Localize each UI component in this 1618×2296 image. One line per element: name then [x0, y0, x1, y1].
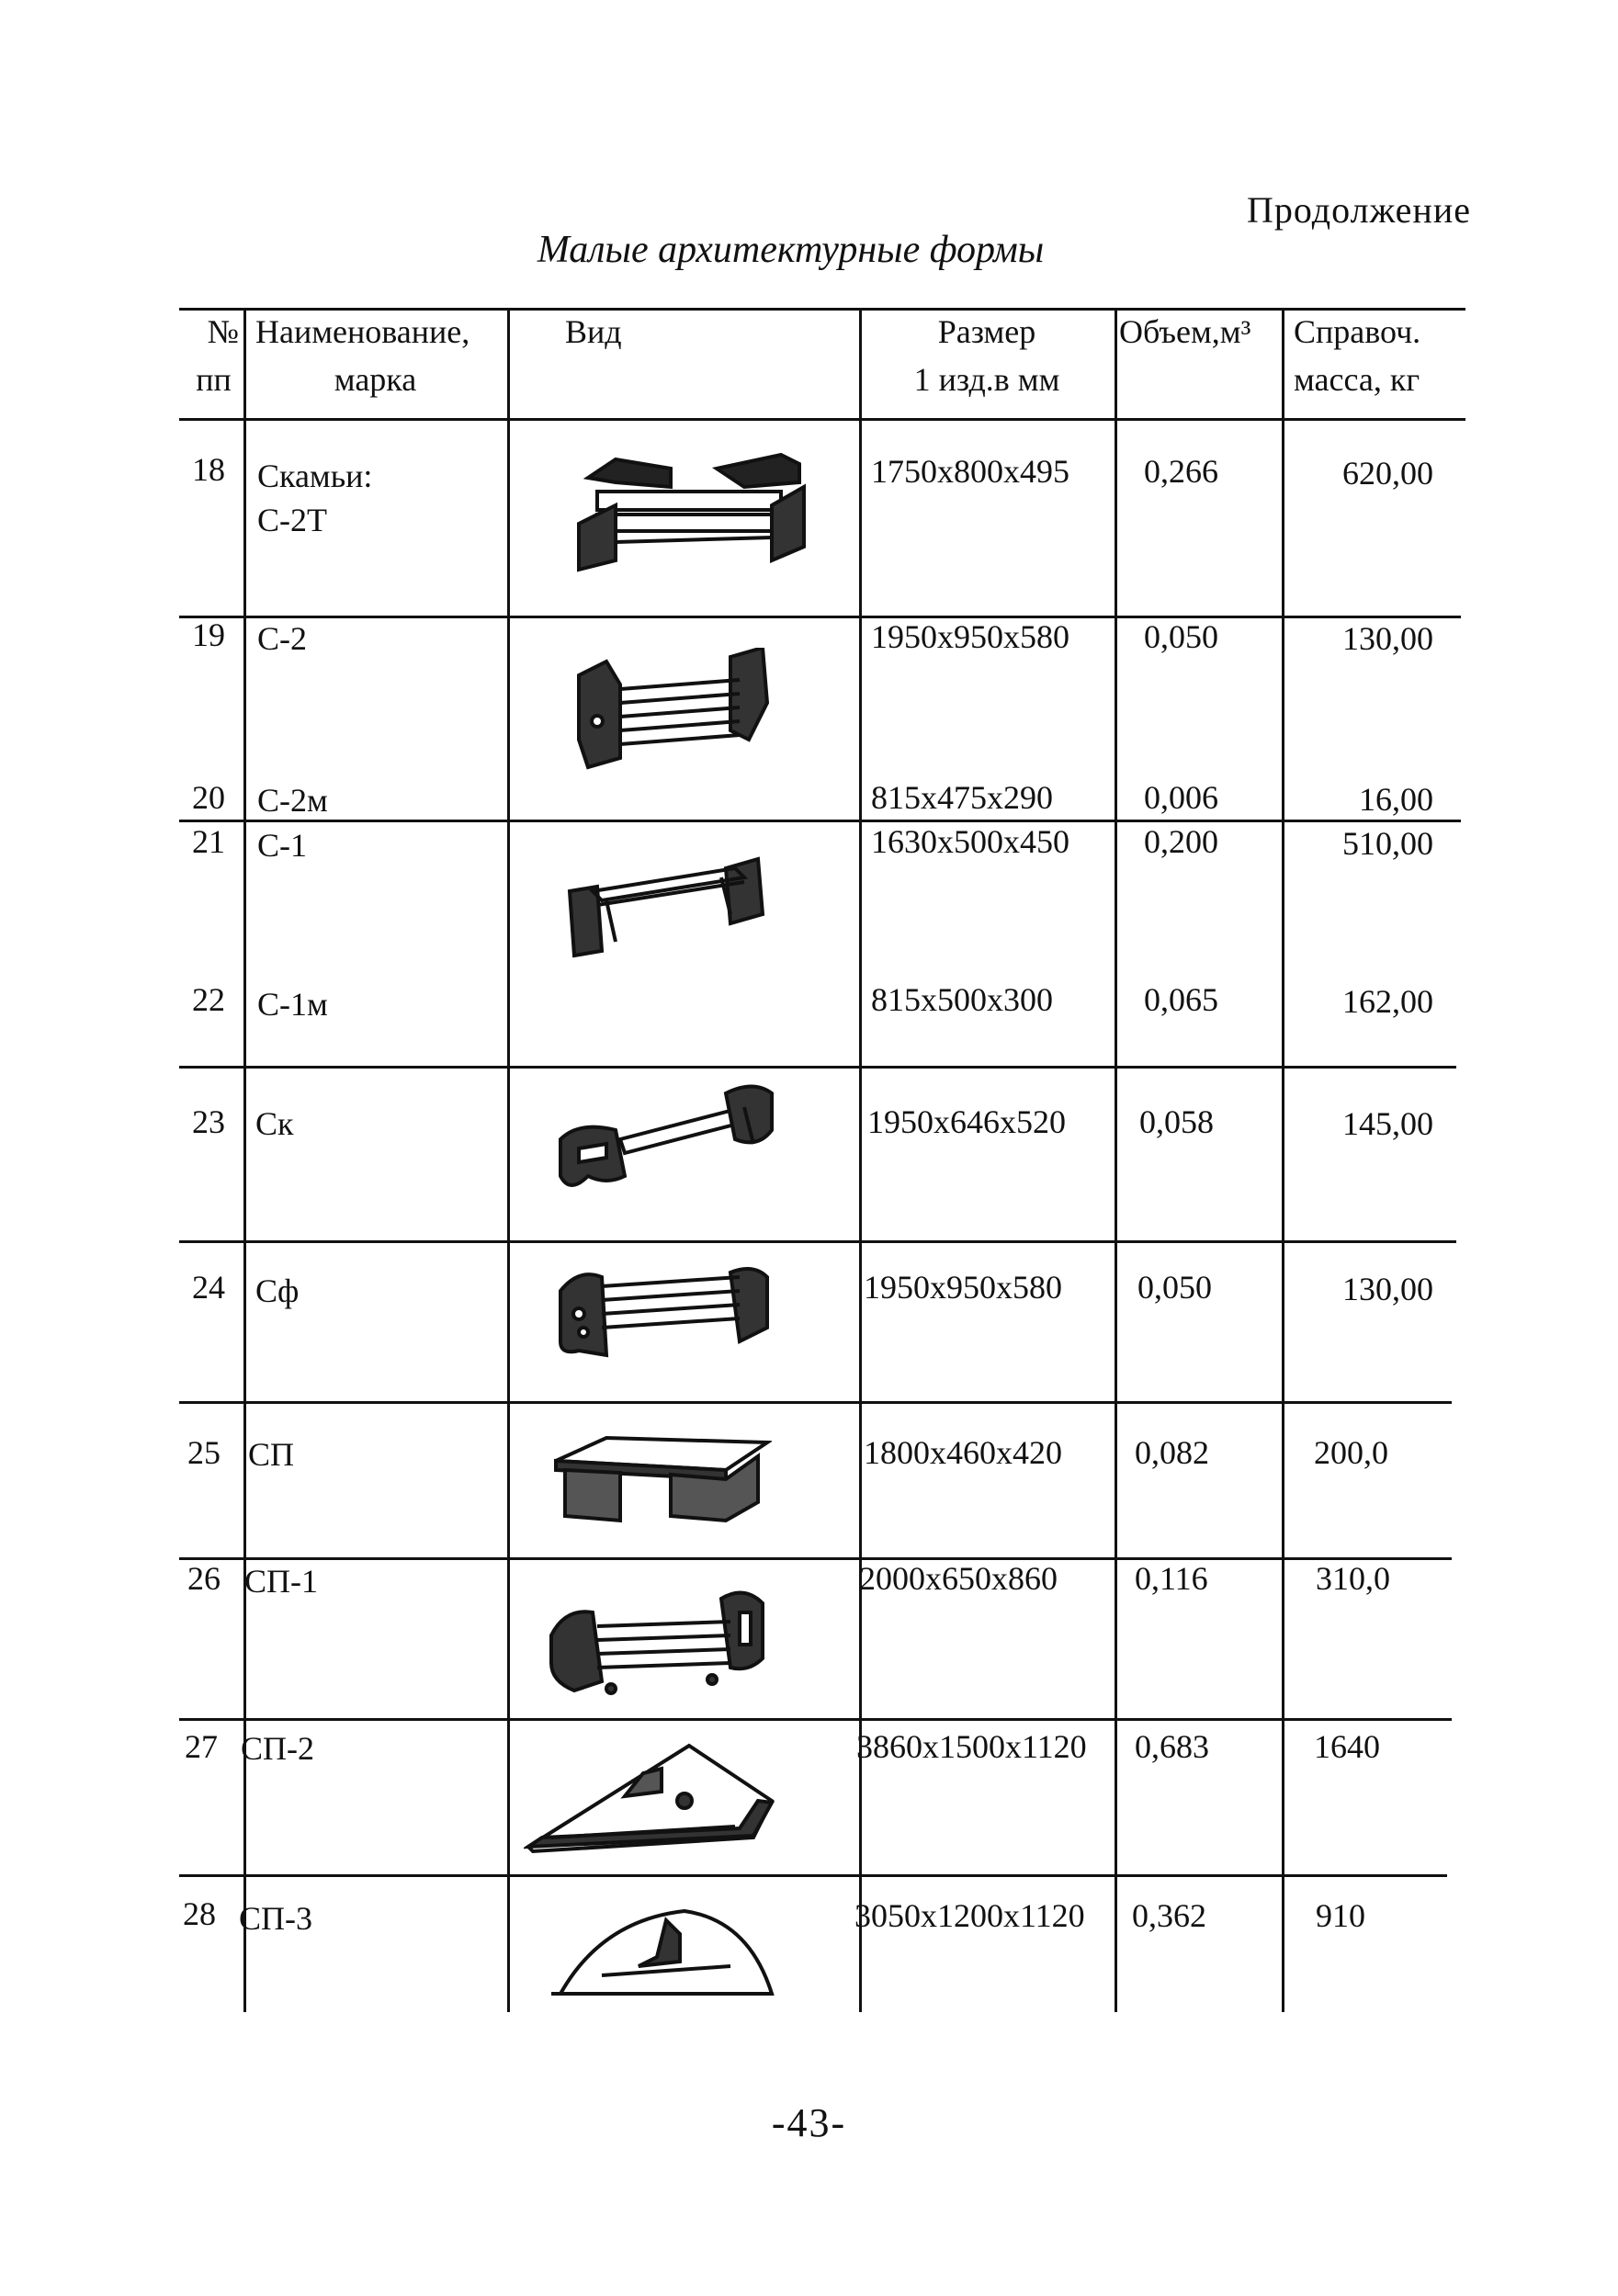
- row-size: 2000x650x860: [859, 1560, 1058, 1597]
- row-volume: 0,006: [1144, 779, 1218, 816]
- table-row-rule: [179, 1240, 1456, 1243]
- row-volume: 0,050: [1144, 618, 1218, 655]
- table-column-divider: [507, 308, 510, 2012]
- row-size: 815x500x300: [871, 981, 1053, 1018]
- row-number: 27: [185, 1728, 218, 1765]
- row-number: 25: [187, 1434, 221, 1471]
- table-row-rule: [179, 1066, 1456, 1069]
- row-volume: 0,050: [1137, 1269, 1212, 1306]
- table-row-rule: [179, 1401, 1452, 1404]
- row-number: 28: [183, 1895, 216, 1932]
- table-column-divider: [1282, 308, 1284, 2012]
- row-name: СП-2: [241, 1730, 314, 1767]
- header-view: Вид: [565, 313, 622, 350]
- row-size: 3860x1500x1120: [856, 1728, 1087, 1765]
- header-mass: Справоч.: [1294, 313, 1421, 350]
- row-size: 1630x500x450: [871, 823, 1069, 860]
- bench-sp-icon: [551, 1429, 772, 1530]
- row-mass: 510,00: [1342, 825, 1433, 862]
- table-column-divider: [1114, 308, 1117, 2012]
- row-number: 18: [192, 451, 225, 488]
- table-row-rule: [179, 1874, 1447, 1877]
- row-name: Скамьи:: [257, 458, 373, 494]
- continued-label: Продолжение: [1247, 189, 1471, 231]
- bench-c1-icon: [560, 850, 772, 969]
- row-mass: 145,00: [1342, 1105, 1433, 1142]
- row-name: С-2м: [257, 782, 328, 819]
- header-mass-sub: масса, кг: [1294, 361, 1420, 398]
- bench-c2-icon: [565, 648, 786, 776]
- table-row-rule: [179, 616, 1461, 618]
- header-name-sub: марка: [334, 361, 417, 398]
- row-volume: 0,058: [1139, 1103, 1214, 1140]
- bench-c2t-icon: [560, 441, 818, 579]
- header-size-sub: 1 изд.в мм: [913, 361, 1060, 398]
- row-mass: 130,00: [1342, 1271, 1433, 1307]
- row-size: 815x475x290: [871, 779, 1053, 816]
- row-volume: 0,116: [1135, 1560, 1208, 1597]
- row-name: Сф: [255, 1272, 300, 1309]
- row-volume: 0,362: [1132, 1897, 1206, 1934]
- row-volume: 0,200: [1144, 823, 1218, 860]
- row-name-mark: С-2Т: [257, 502, 327, 538]
- bench-cf-icon: [551, 1254, 781, 1369]
- header-volume: Объем,м³: [1119, 313, 1251, 350]
- row-name: Ск: [255, 1105, 294, 1142]
- row-number: 26: [187, 1560, 221, 1597]
- row-mass: 16,00: [1359, 781, 1433, 818]
- bench-ck-icon: [551, 1075, 781, 1213]
- row-volume: 0,082: [1135, 1434, 1209, 1471]
- row-number: 20: [192, 779, 225, 816]
- header-no: №: [207, 313, 239, 350]
- row-name: С-1м: [257, 986, 328, 1023]
- header-name: Наименование,: [255, 313, 470, 350]
- row-mass: 200,0: [1314, 1434, 1388, 1471]
- bench-sp1-icon: [547, 1580, 776, 1704]
- row-size: 3050x1200x1120: [854, 1897, 1085, 1934]
- table-row-rule: [179, 820, 1461, 822]
- row-mass: 310,0: [1316, 1560, 1390, 1597]
- page-number: -43-: [771, 2100, 847, 2145]
- row-size: 1950x646x520: [867, 1103, 1066, 1140]
- bench-sp2-icon: [524, 1736, 781, 1856]
- row-mass: 130,00: [1342, 620, 1433, 657]
- table-row-rule: [179, 1718, 1452, 1721]
- row-size: 1950x950x580: [864, 1269, 1062, 1306]
- table-row-rule: [179, 1557, 1452, 1560]
- row-number: 19: [192, 616, 225, 653]
- row-name: СП: [248, 1436, 295, 1473]
- row-volume: 0,683: [1135, 1728, 1209, 1765]
- row-number: 23: [192, 1103, 225, 1140]
- bench-sp3-icon: [547, 1902, 776, 2003]
- page-title: Малые архитектурные формы: [537, 229, 1045, 271]
- row-mass: 910: [1316, 1897, 1365, 1934]
- row-size: 1750x800x495: [871, 453, 1069, 490]
- row-mass: 162,00: [1342, 983, 1433, 1020]
- header-size: Размер: [937, 313, 1036, 350]
- row-name: СП-1: [244, 1563, 318, 1600]
- row-volume: 0,065: [1144, 981, 1218, 1018]
- row-number: 24: [192, 1269, 225, 1306]
- row-mass: 1640: [1314, 1728, 1380, 1765]
- row-number: 22: [192, 981, 225, 1018]
- header-no-sub: пп: [196, 361, 232, 398]
- row-volume: 0,266: [1144, 453, 1218, 490]
- row-size: 1950x950x580: [871, 618, 1069, 655]
- row-name: СП-3: [239, 1900, 312, 1937]
- row-mass: 620,00: [1342, 455, 1433, 492]
- row-number: 21: [192, 823, 225, 860]
- row-name: С-1: [257, 827, 307, 864]
- row-size: 1800x460x420: [864, 1434, 1062, 1471]
- row-name: С-2: [257, 620, 307, 657]
- table-header-rule: [179, 418, 1465, 421]
